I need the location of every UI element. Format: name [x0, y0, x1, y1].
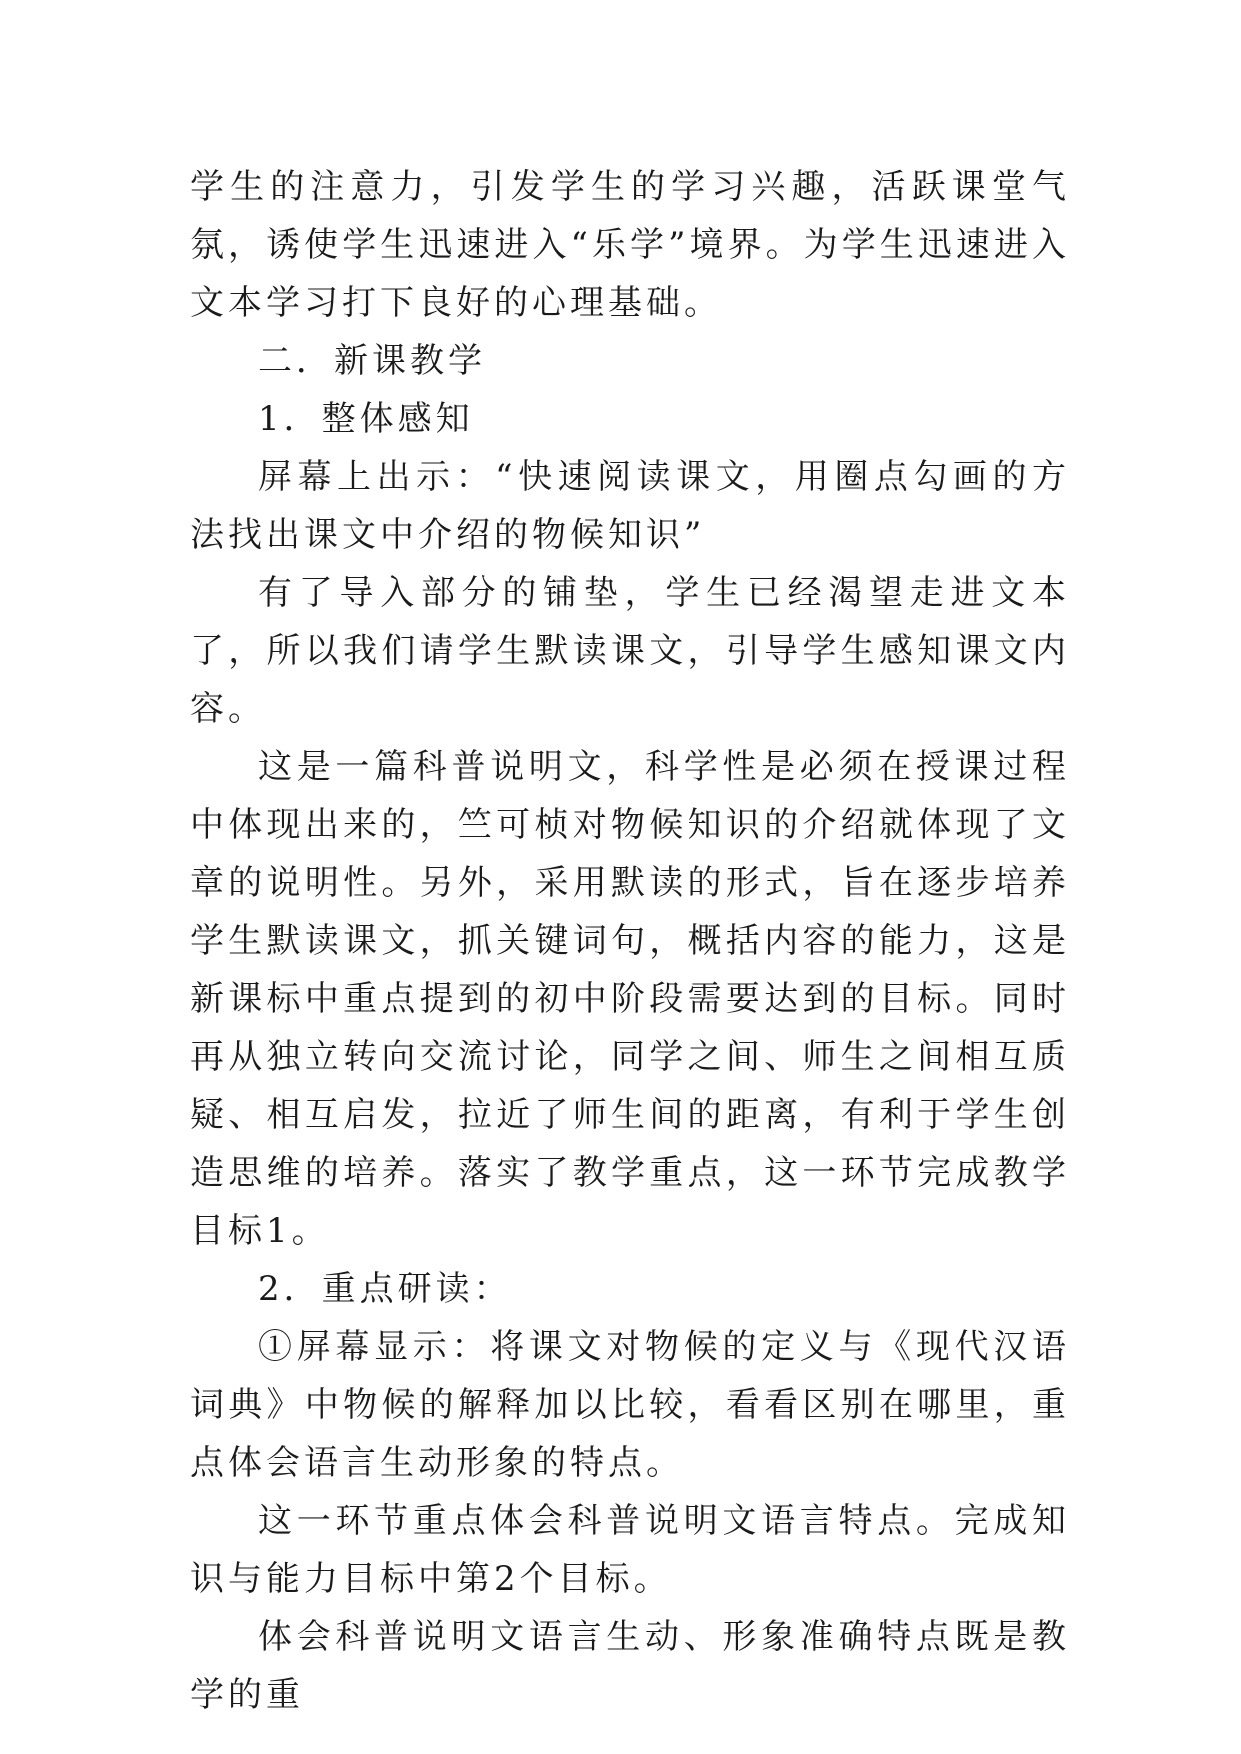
- paragraph-language-features: 这一环节重点体会科普说明文语言特点。完成知识与能力目标中第2个目标。: [190, 1501, 1070, 1599]
- document-body: [190, 158, 1070, 1724]
- paragraph-screen-prompt: 屏幕上出示：“快速阅读课文，用圈点勾画的方法找出课文中介绍的物候知识”: [190, 457, 1070, 555]
- section-heading-new-lesson: 二．新课教学: [258, 341, 486, 381]
- paragraph-1: 学生的注意力，引发学生的学习兴趣，活跃课堂气氛，诱使学生迅速进入“乐学”境界。为学生迅速进入文本学习打下良好的心理基础。: [190, 167, 1070, 323]
- paragraph-teaching-focus: 体会科普说明文语言生动、形象准确特点既是教学的重: [190, 1617, 1070, 1715]
- subheading-key-study: 2．重点研读：: [258, 1269, 512, 1309]
- paragraph-silent-reading: 有了导入部分的铺垫，学生已经渴望走进文本了，所以我们请学生默读课文，引导学生感知课文内容。: [190, 573, 1070, 729]
- paragraph-definition-compare: ①屏幕显示：将课文对物候的定义与《现代汉语词典》中物候的解释加以比较，看看区别在哪里，重点体会语言生动形象的特点。: [190, 1327, 1070, 1483]
- paragraph-science-essay: 这是一篇科普说明文，科学性是必须在授课过程中体现出来的，竺可桢对物候知识的介绍就体现了文章的说明性。另外，采用默读的形式，旨在逐步培养学生默读课文，抓关键词句，概括内容的能力，这是新课标中重点提到的初中阶段需要达到的目标。同时再从独立转向交流讨论，同学之间、师生之间相互质疑、相互启发，拉近了师生间的距离，有利于学生创造思维的培养。落实了教学重点，这一环节完成教学目标1。: [190, 747, 1070, 1251]
- subheading-overall-perception: 1．整体感知: [258, 399, 474, 439]
